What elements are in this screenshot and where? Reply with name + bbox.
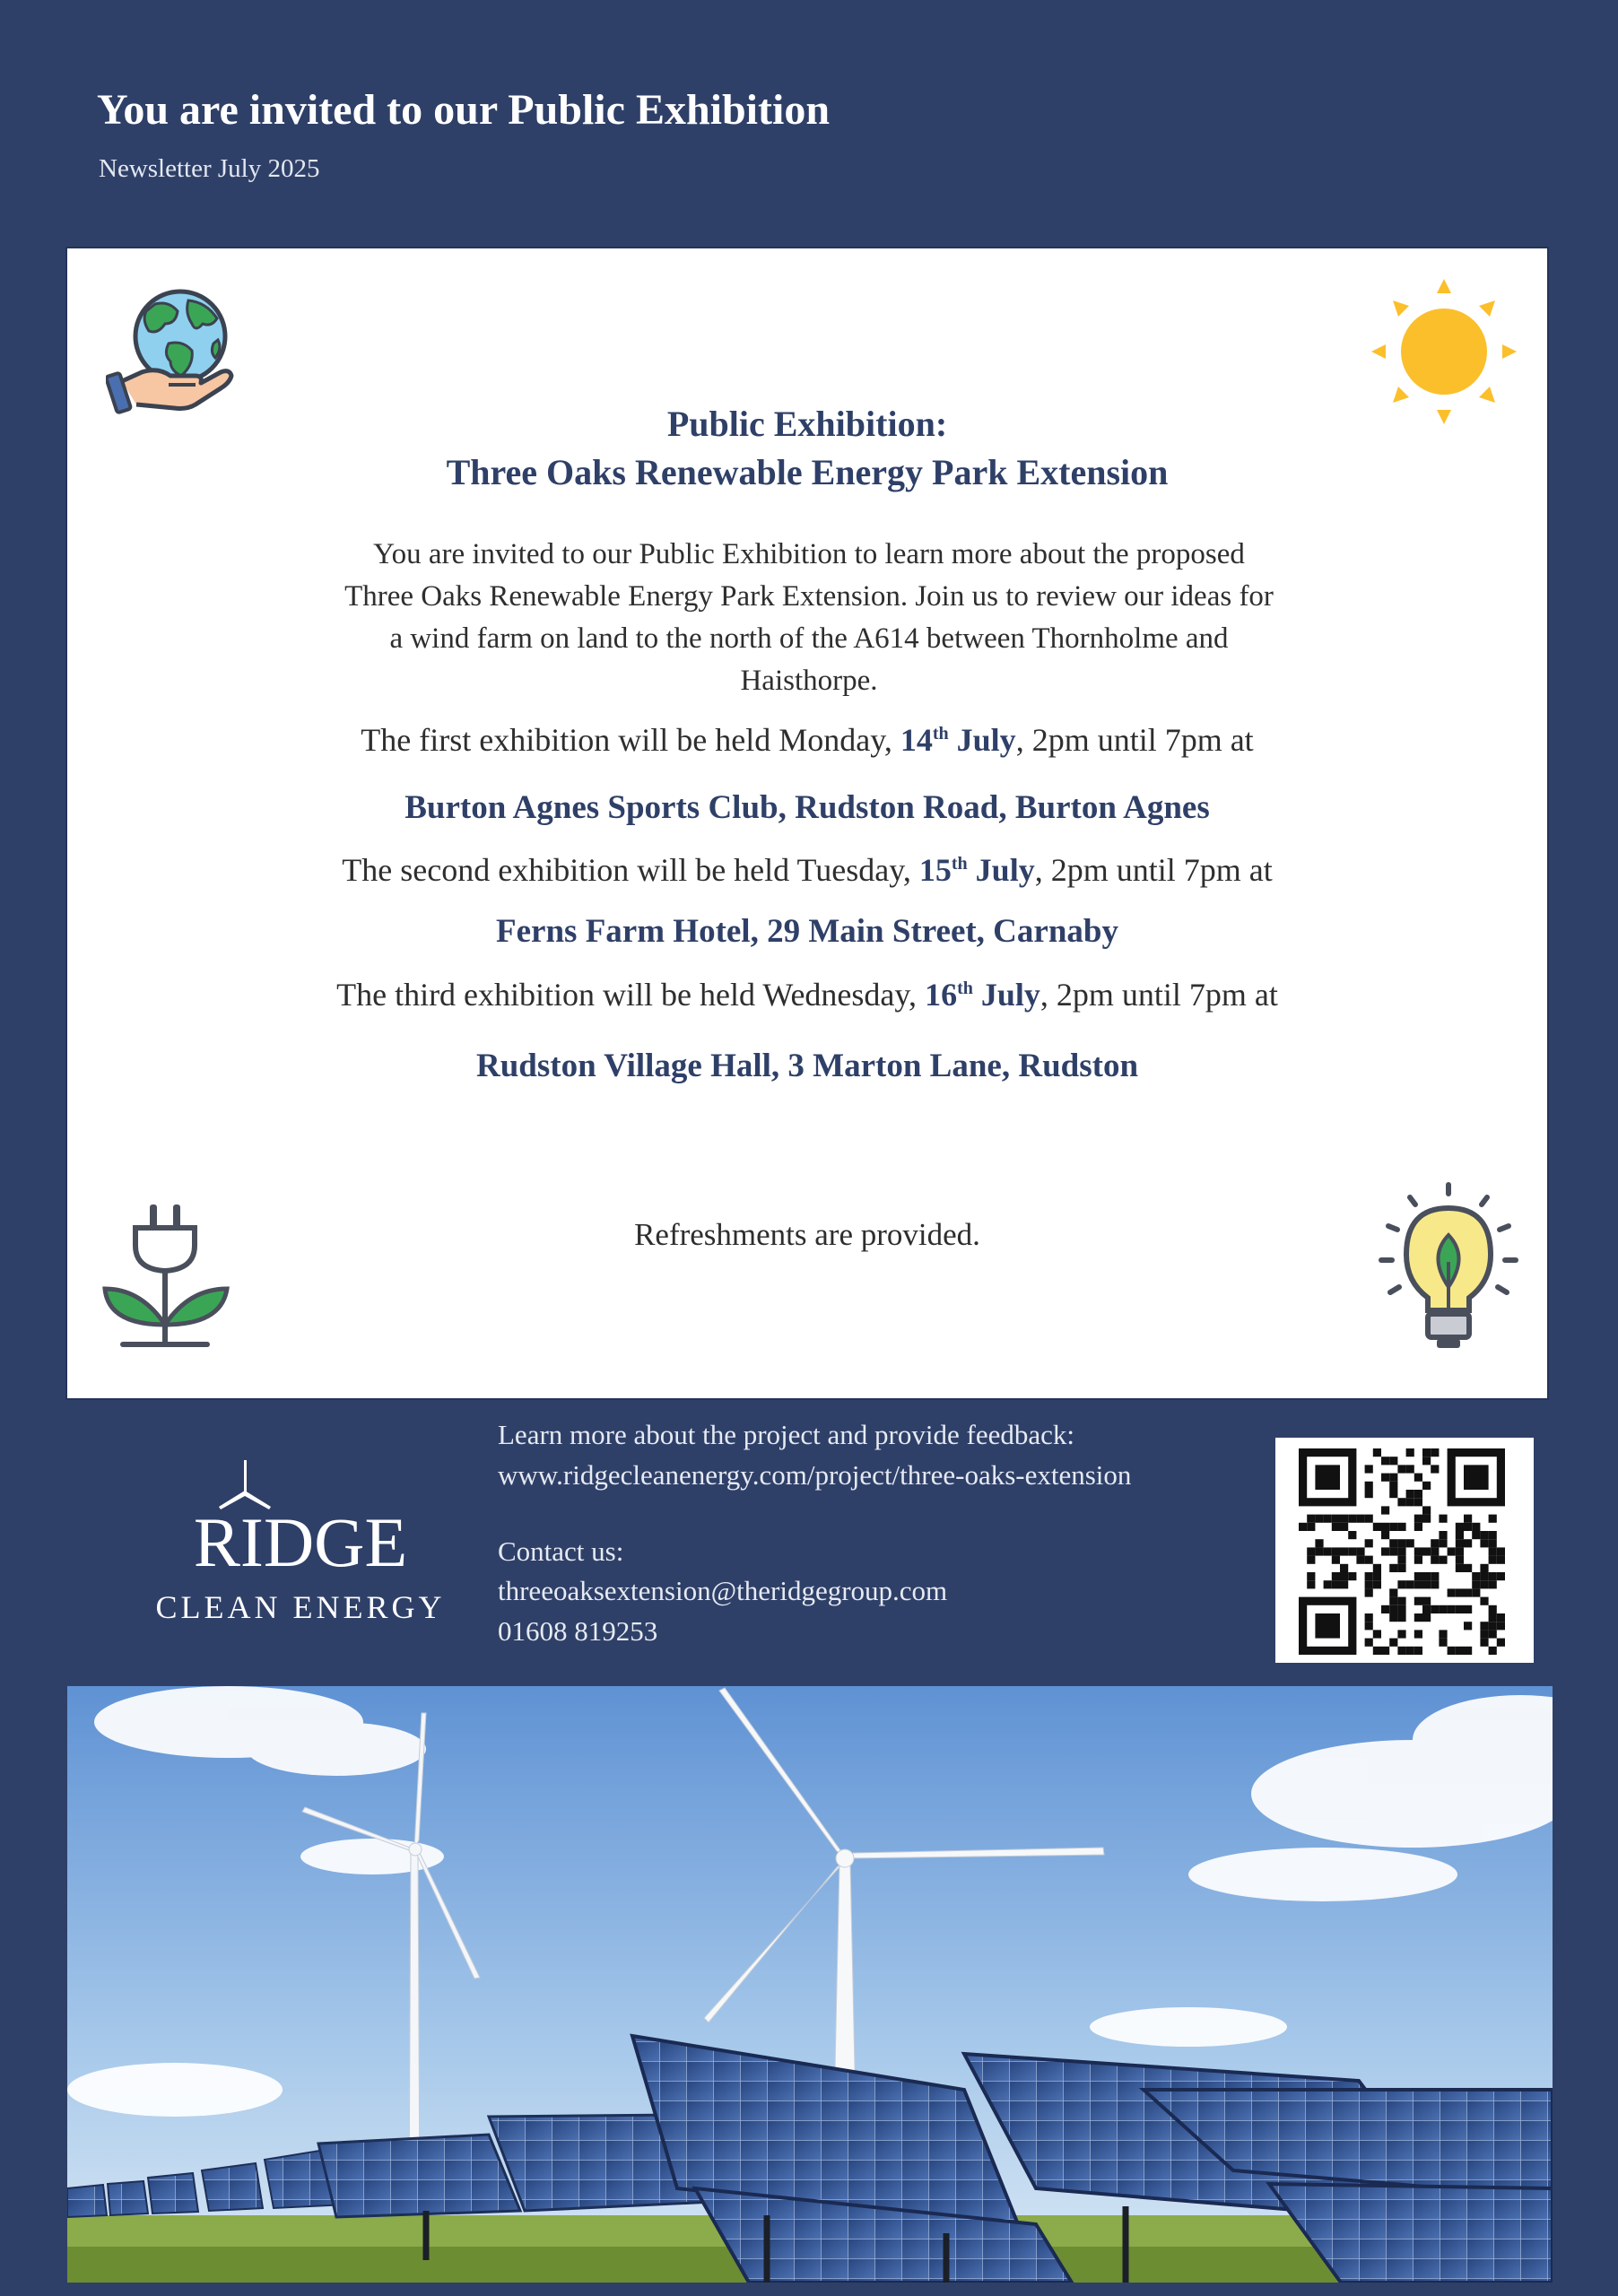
contact-phone: 01608 819253 xyxy=(498,1615,658,1647)
exhibition-1-venue: Burton Agnes Sports Club, Rudston Road, Burton Agnes xyxy=(404,789,1210,826)
exhibition-1-line: The first exhibition will be held Monday, 14th July, 2pm until 7pm at xyxy=(361,722,1254,758)
page-title: You are invited to our Public Exhibition xyxy=(97,86,831,134)
globe-in-hand-icon xyxy=(106,284,240,419)
contact-email-link[interactable]: threeoaksextension@theridgegroup.com xyxy=(498,1575,948,1606)
exhibition-2-line: The second exhibition will be held Tuesday, 15th July, 2pm until 7pm at xyxy=(342,852,1273,888)
project-url-link[interactable]: www.ridgecleanenergy.com/project/three-oaks-extension xyxy=(498,1459,1132,1491)
exhibition-3-venue: Rudston Village Hall, 3 Marton Lane, Rudston xyxy=(475,1048,1139,1084)
invitation-card xyxy=(65,247,1549,1400)
intro-paragraph: You are invited to our Public Exhibition to learn more about the proposed Three Oaks Renewable Energy Park Extension. Join us to review our ideas for a wind farm on land to the north of the A614 between Thornholme and Haisthorpe. xyxy=(344,538,1274,697)
lightbulb-leaf-icon xyxy=(1372,1181,1525,1361)
logo-tagline: CLEAN ENERGY xyxy=(155,1589,446,1625)
contact-label: Contact us: xyxy=(498,1535,624,1567)
refreshments-note: Refreshments are provided. xyxy=(634,1217,980,1252)
wind-solar-photo xyxy=(67,1686,1553,2283)
ridge-logo xyxy=(144,1451,457,1631)
plug-plant-icon xyxy=(96,1199,239,1352)
card-heading-line2: Three Oaks Renewable Energy Park Extension xyxy=(446,452,1169,492)
exhibition-3-line: The third exhibition will be held Wednesday, 16th July, 2pm until 7pm at xyxy=(336,977,1278,1013)
exhibition-2-venue: Ferns Farm Hotel, 29 Main Street, Carnaby xyxy=(496,913,1118,950)
card-heading-line1: Public Exhibition: xyxy=(666,404,948,444)
qr-code[interactable] xyxy=(1275,1438,1534,1663)
logo-wordmark: RIDGE xyxy=(193,1503,408,1581)
newsletter-date: Newsletter July 2025 xyxy=(99,154,320,183)
learn-more-label: Learn more about the project and provide feedback: xyxy=(498,1419,1074,1450)
